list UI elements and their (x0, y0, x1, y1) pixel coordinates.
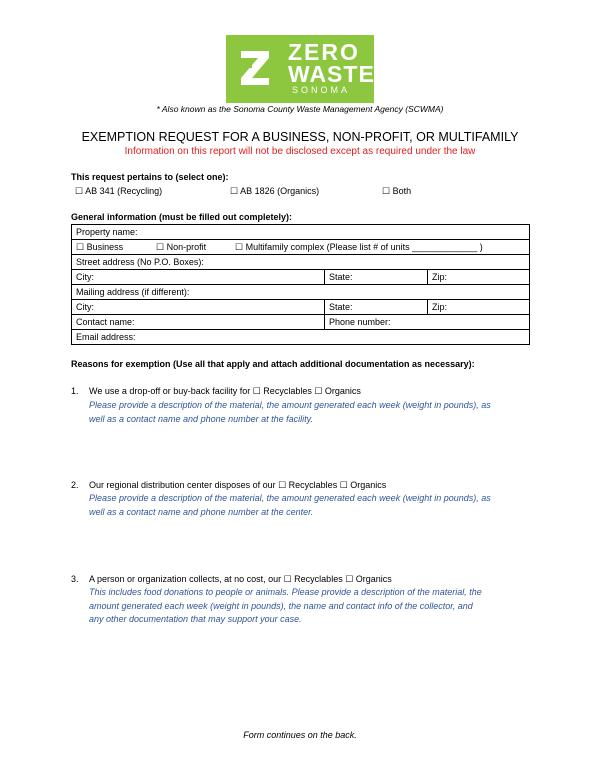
reason-2-note-line: well as a contact name and phone number at the center. (89, 506, 314, 517)
both-checkbox[interactable]: ☐ Both (382, 186, 412, 196)
mailing-city-field[interactable]: City: (72, 300, 325, 315)
mailing-address-field[interactable]: Mailing address (if different): (72, 285, 530, 300)
mailing-state-field[interactable]: State: (325, 300, 428, 315)
reason-3-instructions (89, 586, 482, 627)
property-name-field[interactable]: Property name: (72, 225, 530, 240)
reason-2-number: 2. (71, 480, 79, 490)
confidentiality-notice: Information on this report will not be disclosed except as required under the law (124, 146, 476, 157)
multifamily-checkbox[interactable]: ☐ Multifamily complex (Please list # of units _____________ ) (235, 241, 483, 252)
page-title: EXEMPTION REQUEST FOR A BUSINESS, NON-PROFIT, OR MULTIFAMILY (81, 130, 519, 144)
reason-1-note-line: well as a contact name and phone number at the facility. (89, 413, 313, 424)
reason-3-note-line: any other documentation that may support your case. (89, 614, 302, 624)
reason-2-note-line: Please provide a description of the material, the amount generated each week (weight in pounds), as (89, 493, 491, 503)
street-address-field[interactable]: Street address (No P.O. Boxes): (72, 255, 530, 270)
mailing-zip-field[interactable]: Zip: (428, 300, 530, 315)
reason-2-instructions (89, 492, 491, 519)
ab341-checkbox[interactable]: ☐ AB 341 (Recycling) (75, 186, 163, 196)
form-continues-note: Form continues on the back. (243, 730, 357, 740)
reason-1-instructions (89, 399, 491, 426)
pertains-label: This request pertains to (select one): (71, 172, 229, 182)
state-field[interactable]: State: (325, 270, 428, 285)
zero-waste-sonoma-logo (226, 35, 374, 103)
reason-2-text[interactable]: Our regional distribution center disposes of our ☐ Recyclables ☐ Organics (89, 480, 387, 490)
zip-field[interactable]: Zip: (428, 270, 530, 285)
reason-1-note-line: Please provide a description of the material, the amount generated each week (weight in pounds), as (89, 400, 491, 410)
reason-3-text[interactable]: A person or organization collects, at no cost, our ☐ Recyclables ☐ Organics (89, 574, 392, 584)
reason-3-note-line: This includes food donations to people or animals. Please provide a description of the material, the (89, 587, 482, 597)
reason-1-number: 1. (71, 386, 79, 396)
property-type-row (72, 240, 530, 255)
reasons-label: Reasons for exemption (Use all that apply and attach additional documentation as necessary): (71, 359, 475, 369)
reason-3-note-line: amount generated each week (weight in pounds), the name and contact info of the collector, and (89, 600, 473, 611)
city-field[interactable]: City: (72, 270, 325, 285)
general-info-table (71, 224, 530, 345)
reason-3-number: 3. (71, 574, 79, 584)
business-checkbox[interactable]: ☐ Business (76, 241, 124, 252)
email-address-field[interactable]: Email address: (72, 330, 530, 345)
nonprofit-checkbox[interactable]: ☐ Non-profit (156, 241, 207, 252)
contact-name-field[interactable]: Contact name: (72, 315, 325, 330)
z-logo-icon (239, 47, 271, 87)
general-info-label: General information (must be filled out completely): (71, 212, 293, 222)
logo-word-waste: WASTE (288, 61, 375, 87)
aka-note: * Also known as the Sonoma County Waste Management Agency (SCWMA) (156, 104, 444, 114)
phone-number-field[interactable]: Phone number: (325, 315, 530, 330)
ab1826-checkbox[interactable]: ☐ AB 1826 (Organics) (230, 186, 320, 196)
reason-1-text[interactable]: We use a drop-off or buy-back facility for ☐ Recyclables ☐ Organics (89, 386, 361, 396)
logo-word-zero: ZERO (288, 39, 360, 65)
logo-word-sonoma: SONOMA (292, 85, 351, 95)
